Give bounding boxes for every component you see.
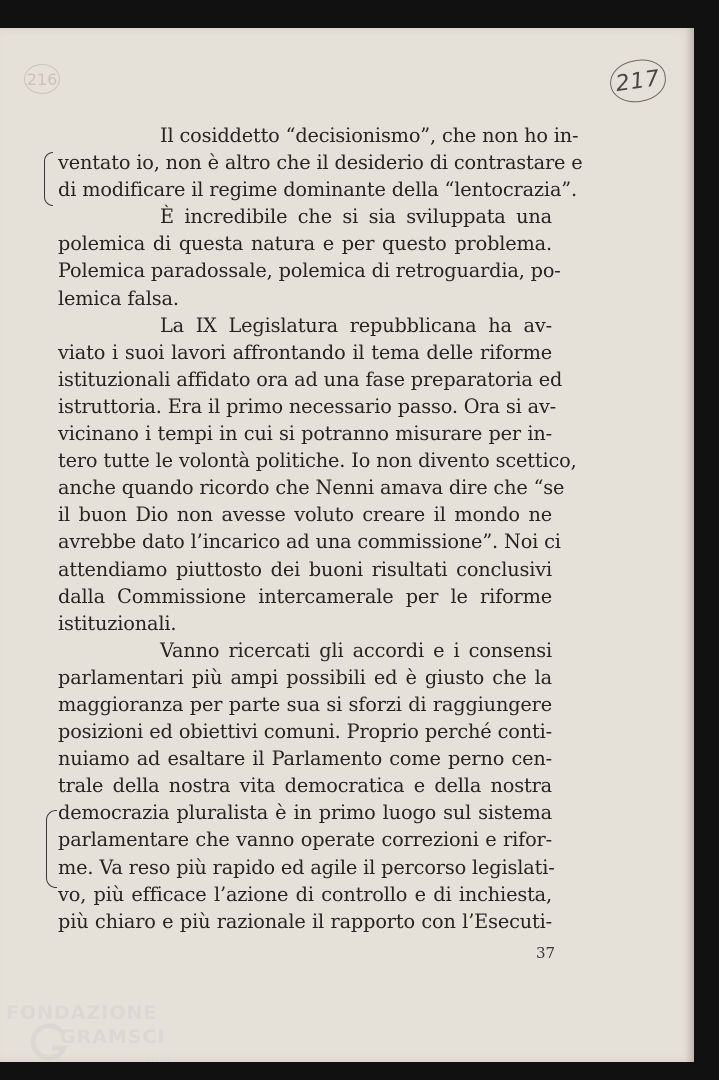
text-line: me. Va reso più rapido ed agile il percorso legislati- [58, 855, 555, 879]
text-line: attendiamo piuttosto dei buoni risultati conclusivi [58, 557, 552, 581]
text-line: viato i suoi lavori affrontando il tema delle riforme [58, 340, 552, 364]
text-line: polemica di questa natura e per questo problema. [58, 232, 552, 256]
document-page [0, 28, 694, 1062]
text-line: ventato io, non è altro che il desiderio di contrastare e [58, 151, 583, 175]
text-line: È incredibile che si sia sviluppata una [160, 205, 552, 229]
text-line: istruttoria. Era il primo necessario passo. Ora si av- [58, 394, 557, 418]
page-edge-shadow [686, 28, 694, 1062]
text-line: più chiaro e più razionale il rapporto con l’Esecuti- [58, 909, 552, 933]
text-line: Il cosiddetto “decisionismo”, che non ho in- [160, 124, 579, 147]
text-line: trale della nostra vita democratica e della nostra [58, 774, 552, 798]
text-line: parlamentare che vanno operate correzioni e rifor- [58, 828, 552, 852]
text-line: istituzionali. [58, 611, 177, 635]
margin-bracket-mark [44, 152, 53, 206]
text-line: Polemica paradossale, polemica di retroguardia, po- [58, 259, 561, 283]
page-number: 37 [536, 944, 556, 962]
text-line: lemica falsa. [58, 286, 179, 310]
text-line: vo, più efficace l’azione di controllo e di inchiesta, [58, 882, 552, 906]
body-text [58, 122, 583, 935]
archive-number-stamp: 217 [607, 56, 668, 105]
text-line: tero tutte le volontà politiche. Io non divento scettico, [58, 449, 577, 473]
text-line: La IX Legislatura repubblicana ha av- [160, 313, 552, 337]
watermark-line1: FONDAZIONE [6, 1002, 158, 1024]
text-line: vicinano i tempi in cui si potranno misurare per in- [58, 422, 552, 446]
text-line: avrebbe dato l’incarico ad una commissione”. Noi ci [58, 530, 561, 554]
margin-bracket-mark [46, 810, 57, 888]
watermark-line3: onlus [146, 1054, 170, 1063]
text-line: maggioranza per parte sua si sforzi di raggiungere [58, 692, 552, 716]
text-line: di modificare il regime dominante della “lentocrazia”. [58, 178, 577, 202]
text-line: il buon Dio non avesse voluto creare il mondo ne [58, 503, 552, 527]
watermark-line2: GRAMSCI [60, 1026, 166, 1048]
text-line: Vanno ricercati gli accordi e i consensi [160, 638, 552, 662]
text-line: democrazia pluralista è in primo luogo sul sistema [58, 801, 552, 825]
faint-archive-number: 216 [24, 64, 60, 94]
archive-watermark [6, 1002, 170, 1063]
text-line: istituzionali affidato ora ad una fase preparatoria ed [58, 367, 563, 391]
text-line: anche quando ricordo che Nenni amava dire che “se [58, 476, 565, 500]
text-line: nuiamo ad esaltare il Parlamento come perno cen- [58, 747, 552, 771]
text-line: parlamentari più ampi possibili ed è giusto che la [58, 665, 552, 689]
text-line: posizioni ed obiettivi comuni. Proprio perché conti- [58, 720, 552, 744]
text-line: dalla Commissione intercamerale per le riforme [58, 584, 552, 608]
